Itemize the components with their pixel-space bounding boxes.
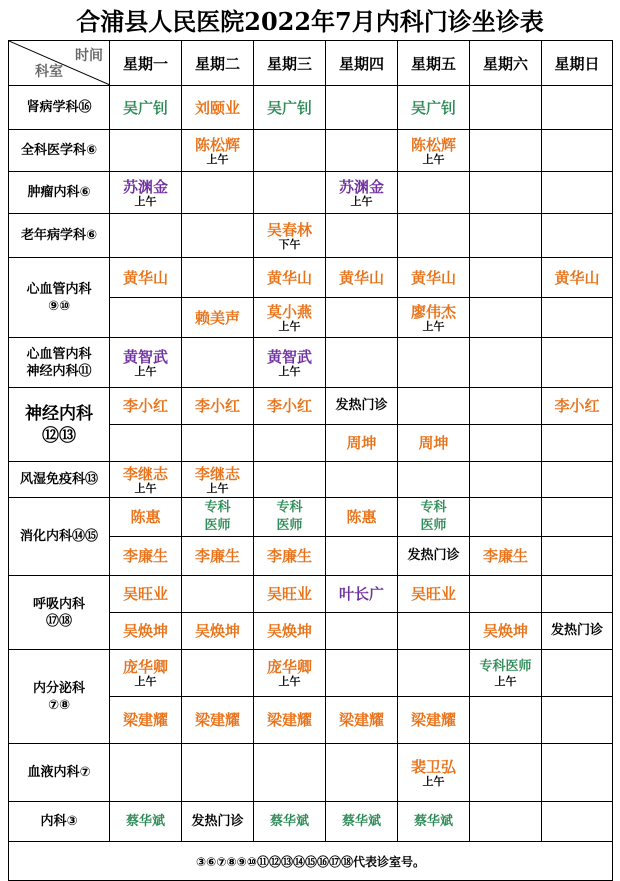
session-note: 上午 [422, 152, 445, 166]
doctor-name: 黄华山 [266, 268, 312, 287]
schedule-cell [398, 802, 470, 842]
schedule-cell [110, 388, 182, 425]
schedule-cell [398, 613, 470, 650]
doctor-name: 蔡华斌 [125, 813, 165, 829]
schedule-cell [110, 425, 182, 462]
department-label: 内科③ [9, 802, 110, 842]
schedule-cell [542, 697, 613, 744]
schedule-cell [326, 298, 398, 338]
doctor-name: 吴旺业 [410, 585, 456, 603]
schedule-cell [326, 130, 398, 172]
schedule-cell [254, 258, 326, 298]
department-label: 肾病学科⑯ [9, 86, 110, 130]
schedule-row [9, 744, 613, 802]
schedule-cell [110, 613, 182, 650]
department-label: 全科医学科⑥ [9, 130, 110, 172]
schedule-cell [110, 744, 182, 802]
schedule-cell [542, 498, 613, 537]
schedule-cell [470, 498, 542, 537]
schedule-cell [398, 338, 470, 388]
schedule-cell [470, 802, 542, 842]
doctor-name: 周坤 [418, 434, 449, 452]
schedule-cell [326, 388, 398, 425]
schedule-cell [542, 576, 613, 613]
schedule-cell [182, 86, 254, 130]
doctor-name: 赖美声 [194, 308, 240, 327]
schedule-cell [326, 214, 398, 258]
department-label: 神经内科 ⑫⑬ [9, 388, 110, 462]
schedule-cell [470, 388, 542, 425]
schedule-cell [110, 172, 182, 214]
session-note: 上午 [206, 481, 229, 495]
schedule-cell [470, 613, 542, 650]
schedule-cell [110, 86, 182, 130]
schedule-cell [326, 498, 398, 537]
schedule-cell [254, 498, 326, 537]
doctor-name: 李继志 [194, 464, 240, 483]
session-note: 上午 [134, 481, 157, 495]
doctor-name: 李小红 [122, 397, 168, 415]
schedule-row [9, 388, 613, 425]
department-label: 风湿免疫科⑬ [9, 462, 110, 498]
schedule-row [9, 130, 613, 172]
day-header-fri: 星期五 [398, 41, 470, 86]
doctor-name: 黄华山 [410, 268, 456, 287]
schedule-cell [470, 214, 542, 258]
schedule-cell [254, 130, 326, 172]
schedule-cell [470, 425, 542, 462]
schedule-cell [398, 86, 470, 130]
corner-cell [9, 41, 110, 86]
schedule-body [9, 86, 613, 842]
schedule-cell [398, 388, 470, 425]
schedule-row [9, 86, 613, 130]
schedule-cell [326, 86, 398, 130]
schedule-cell [542, 86, 613, 130]
doctor-name: 黄华山 [122, 268, 168, 287]
schedule-cell [254, 650, 326, 697]
header-row [9, 41, 613, 86]
schedule-cell [110, 214, 182, 258]
schedule-table [8, 40, 613, 881]
doctor-name: 黄智武 [266, 347, 312, 366]
schedule-cell [542, 388, 613, 425]
schedule-cell [110, 258, 182, 298]
schedule-cell [182, 576, 254, 613]
doctor-name: 周坤 [346, 434, 377, 452]
schedule-row [9, 498, 613, 537]
schedule-cell [110, 697, 182, 744]
schedule-row [9, 338, 613, 388]
schedule-cell [470, 697, 542, 744]
schedule-cell [182, 298, 254, 338]
doctor-name: 苏渊金 [122, 177, 168, 196]
doctor-name: 蔡华斌 [341, 813, 381, 829]
schedule-cell [254, 388, 326, 425]
doctor-name: 专科 医师 [276, 500, 303, 533]
schedule-cell [398, 462, 470, 498]
day-header-wed: 星期三 [254, 41, 326, 86]
doctor-name: 李小红 [266, 397, 312, 415]
schedule-cell [326, 802, 398, 842]
session-note: 上午 [134, 194, 157, 208]
session-note: 上午 [134, 364, 157, 378]
session-note: 上午 [278, 319, 301, 333]
footer-note: ③⑥⑦⑧⑨⑩⑪⑫⑬⑭⑮⑯⑰⑱代表诊室号。 [9, 842, 613, 881]
schedule-cell [398, 298, 470, 338]
schedule-cell [254, 537, 326, 576]
schedule-cell [182, 697, 254, 744]
schedule-cell [542, 130, 613, 172]
schedule-cell [110, 298, 182, 338]
schedule-cell [182, 214, 254, 258]
schedule-cell [182, 462, 254, 498]
doctor-name: 李廉生 [122, 547, 168, 565]
schedule-cell [110, 130, 182, 172]
schedule-cell [182, 338, 254, 388]
doctor-name: 专科 医师 [204, 500, 231, 533]
schedule-cell [542, 425, 613, 462]
schedule-cell [254, 338, 326, 388]
doctor-name: 梁建耀 [338, 711, 384, 729]
doctor-name: 吴焕坤 [482, 622, 528, 640]
schedule-row [9, 802, 613, 842]
schedule-cell [254, 576, 326, 613]
day-header-tue: 星期二 [182, 41, 254, 86]
doctor-name: 专科 医师 [420, 500, 447, 533]
session-note: 上午 [350, 194, 373, 208]
schedule-row [9, 258, 613, 298]
doctor-name: 黄智武 [122, 347, 168, 366]
doctor-name: 庞华卿 [266, 658, 312, 676]
department-label: 心血管内科 ⑨⑩ [9, 258, 110, 338]
doctor-name: 蔡华斌 [413, 813, 453, 829]
doctor-name: 叶长广 [338, 585, 384, 603]
department-label: 呼吸内科 ⑰⑱ [9, 576, 110, 650]
schedule-row [9, 462, 613, 498]
doctor-name: 李廉生 [266, 547, 312, 565]
doctor-name: 黄华山 [554, 268, 600, 287]
schedule-cell [470, 537, 542, 576]
schedule-cell [326, 613, 398, 650]
doctor-name: 庞华卿 [122, 658, 168, 676]
schedule-cell [542, 650, 613, 697]
schedule-cell [542, 338, 613, 388]
doctor-name: 莫小燕 [266, 302, 312, 321]
schedule-cell [110, 576, 182, 613]
schedule-cell [182, 613, 254, 650]
session-note: 上午 [494, 675, 517, 688]
schedule-row [9, 172, 613, 214]
doctor-name: 刘颐业 [194, 98, 240, 117]
schedule-cell [326, 425, 398, 462]
department-label: 血液内科⑦ [9, 744, 110, 802]
schedule-cell [326, 650, 398, 697]
schedule-cell [398, 172, 470, 214]
day-header-thu: 星期四 [326, 41, 398, 86]
doctor-name: 专科医师 [479, 659, 532, 674]
schedule-cell [398, 697, 470, 744]
doctor-name: 吴旺业 [266, 585, 312, 603]
schedule-row [9, 576, 613, 613]
schedule-cell [542, 172, 613, 214]
schedule-cell [398, 744, 470, 802]
department-label: 老年病学科⑥ [9, 214, 110, 258]
schedule-cell [254, 802, 326, 842]
schedule-cell [542, 802, 613, 842]
schedule-cell [254, 425, 326, 462]
doctor-name: 李廉生 [194, 547, 240, 565]
schedule-cell [254, 298, 326, 338]
session-note: 上午 [206, 152, 229, 166]
doctor-name: 李小红 [554, 397, 600, 415]
schedule-cell [182, 537, 254, 576]
doctor-name: 梁建耀 [410, 711, 456, 729]
schedule-cell [110, 498, 182, 537]
schedule-cell [326, 744, 398, 802]
schedule-cell [182, 650, 254, 697]
doctor-name: 梁建耀 [122, 711, 168, 729]
schedule-cell [542, 258, 613, 298]
doctor-name: 廖伟杰 [410, 302, 456, 321]
doctor-name: 吴焕坤 [122, 622, 168, 640]
schedule-cell [182, 498, 254, 537]
schedule-cell [542, 462, 613, 498]
schedule-cell [398, 425, 470, 462]
department-label: 消化内科⑭⑮ [9, 498, 110, 576]
session-note: 下午 [278, 237, 301, 251]
doctor-name: 发热门诊 [191, 813, 244, 829]
doctor-name: 陈惠 [346, 508, 377, 526]
doctor-name: 吴广钊 [122, 98, 168, 117]
schedule-cell [254, 214, 326, 258]
schedule-cell [470, 744, 542, 802]
doctor-name: 吴焕坤 [266, 622, 312, 640]
session-note: 上午 [422, 774, 445, 788]
schedule-cell [254, 613, 326, 650]
department-label: 肿瘤内科⑥ [9, 172, 110, 214]
doctor-name: 李廉生 [482, 547, 528, 565]
doctor-name: 吴广钊 [266, 98, 312, 117]
schedule-cell [254, 172, 326, 214]
schedule-cell [110, 338, 182, 388]
schedule-cell [110, 650, 182, 697]
session-note: 上午 [134, 675, 157, 688]
schedule-cell [542, 214, 613, 258]
schedule-cell [326, 338, 398, 388]
doctor-name: 吴焕坤 [194, 622, 240, 640]
schedule-cell [326, 697, 398, 744]
schedule-cell [398, 650, 470, 697]
doctor-name: 发热门诊 [550, 623, 603, 638]
doctor-name: 吴春林 [266, 220, 312, 239]
schedule-cell [542, 613, 613, 650]
schedule-cell [470, 86, 542, 130]
doctor-name: 苏渊金 [338, 177, 384, 196]
schedule-cell [110, 802, 182, 842]
schedule-row [9, 214, 613, 258]
day-header-sat: 星期六 [470, 41, 542, 86]
doctor-name: 发热门诊 [335, 398, 388, 413]
department-label: 内分泌科 ⑦⑧ [9, 650, 110, 744]
schedule-row [9, 650, 613, 697]
schedule-cell [182, 802, 254, 842]
schedule-cell [326, 576, 398, 613]
schedule-cell [254, 744, 326, 802]
schedule-cell [182, 130, 254, 172]
schedule-cell [398, 258, 470, 298]
doctor-name: 吴旺业 [122, 585, 168, 603]
department-label: 心血管内科 神经内科⑪ [9, 338, 110, 388]
doctor-name: 梁建耀 [194, 711, 240, 729]
session-note: 上午 [278, 675, 301, 688]
schedule-cell [398, 498, 470, 537]
schedule-cell [110, 537, 182, 576]
schedule-cell [254, 86, 326, 130]
schedule-cell [470, 576, 542, 613]
doctor-name: 李小红 [194, 397, 240, 415]
schedule-cell [110, 462, 182, 498]
doctor-name: 陈惠 [130, 508, 161, 526]
schedule-cell [398, 576, 470, 613]
doctor-name: 陈松辉 [410, 135, 456, 154]
schedule-cell [182, 388, 254, 425]
schedule-cell [182, 744, 254, 802]
schedule-cell [470, 298, 542, 338]
schedule-cell [182, 172, 254, 214]
schedule-cell [182, 425, 254, 462]
schedule-cell [542, 537, 613, 576]
doctor-name: 李继志 [122, 464, 168, 483]
doctor-name: 吴广钊 [410, 98, 456, 117]
schedule-cell [326, 172, 398, 214]
schedule-cell [470, 172, 542, 214]
schedule-cell [470, 462, 542, 498]
schedule-cell [470, 258, 542, 298]
schedule-cell [254, 697, 326, 744]
schedule-cell [326, 462, 398, 498]
session-note: 上午 [278, 364, 301, 378]
schedule-cell [398, 214, 470, 258]
schedule-cell [470, 130, 542, 172]
doctor-name: 陈松辉 [194, 135, 240, 154]
schedule-cell [326, 537, 398, 576]
corner-dept-label: 科室 [35, 64, 63, 80]
schedule-cell [326, 258, 398, 298]
corner-time-label: 时间 [75, 48, 103, 64]
schedule-cell [398, 537, 470, 576]
schedule-cell [470, 338, 542, 388]
doctor-name: 梁建耀 [266, 711, 312, 729]
doctor-name: 黄华山 [338, 268, 384, 287]
day-header-mon: 星期一 [110, 41, 182, 86]
schedule-cell [254, 462, 326, 498]
schedule-cell [470, 650, 542, 697]
page-title: 合浦县人民医院2022年7月内科门诊坐诊表 [76, 7, 544, 36]
footer-row [9, 842, 613, 881]
day-header-sun: 星期日 [542, 41, 613, 86]
schedule-cell [542, 298, 613, 338]
doctor-name: 裴卫弘 [410, 757, 456, 776]
doctor-name: 发热门诊 [407, 548, 460, 563]
schedule-cell [542, 744, 613, 802]
schedule-cell [182, 258, 254, 298]
schedule-cell [398, 130, 470, 172]
session-note: 上午 [422, 319, 445, 333]
doctor-name: 蔡华斌 [269, 813, 309, 829]
